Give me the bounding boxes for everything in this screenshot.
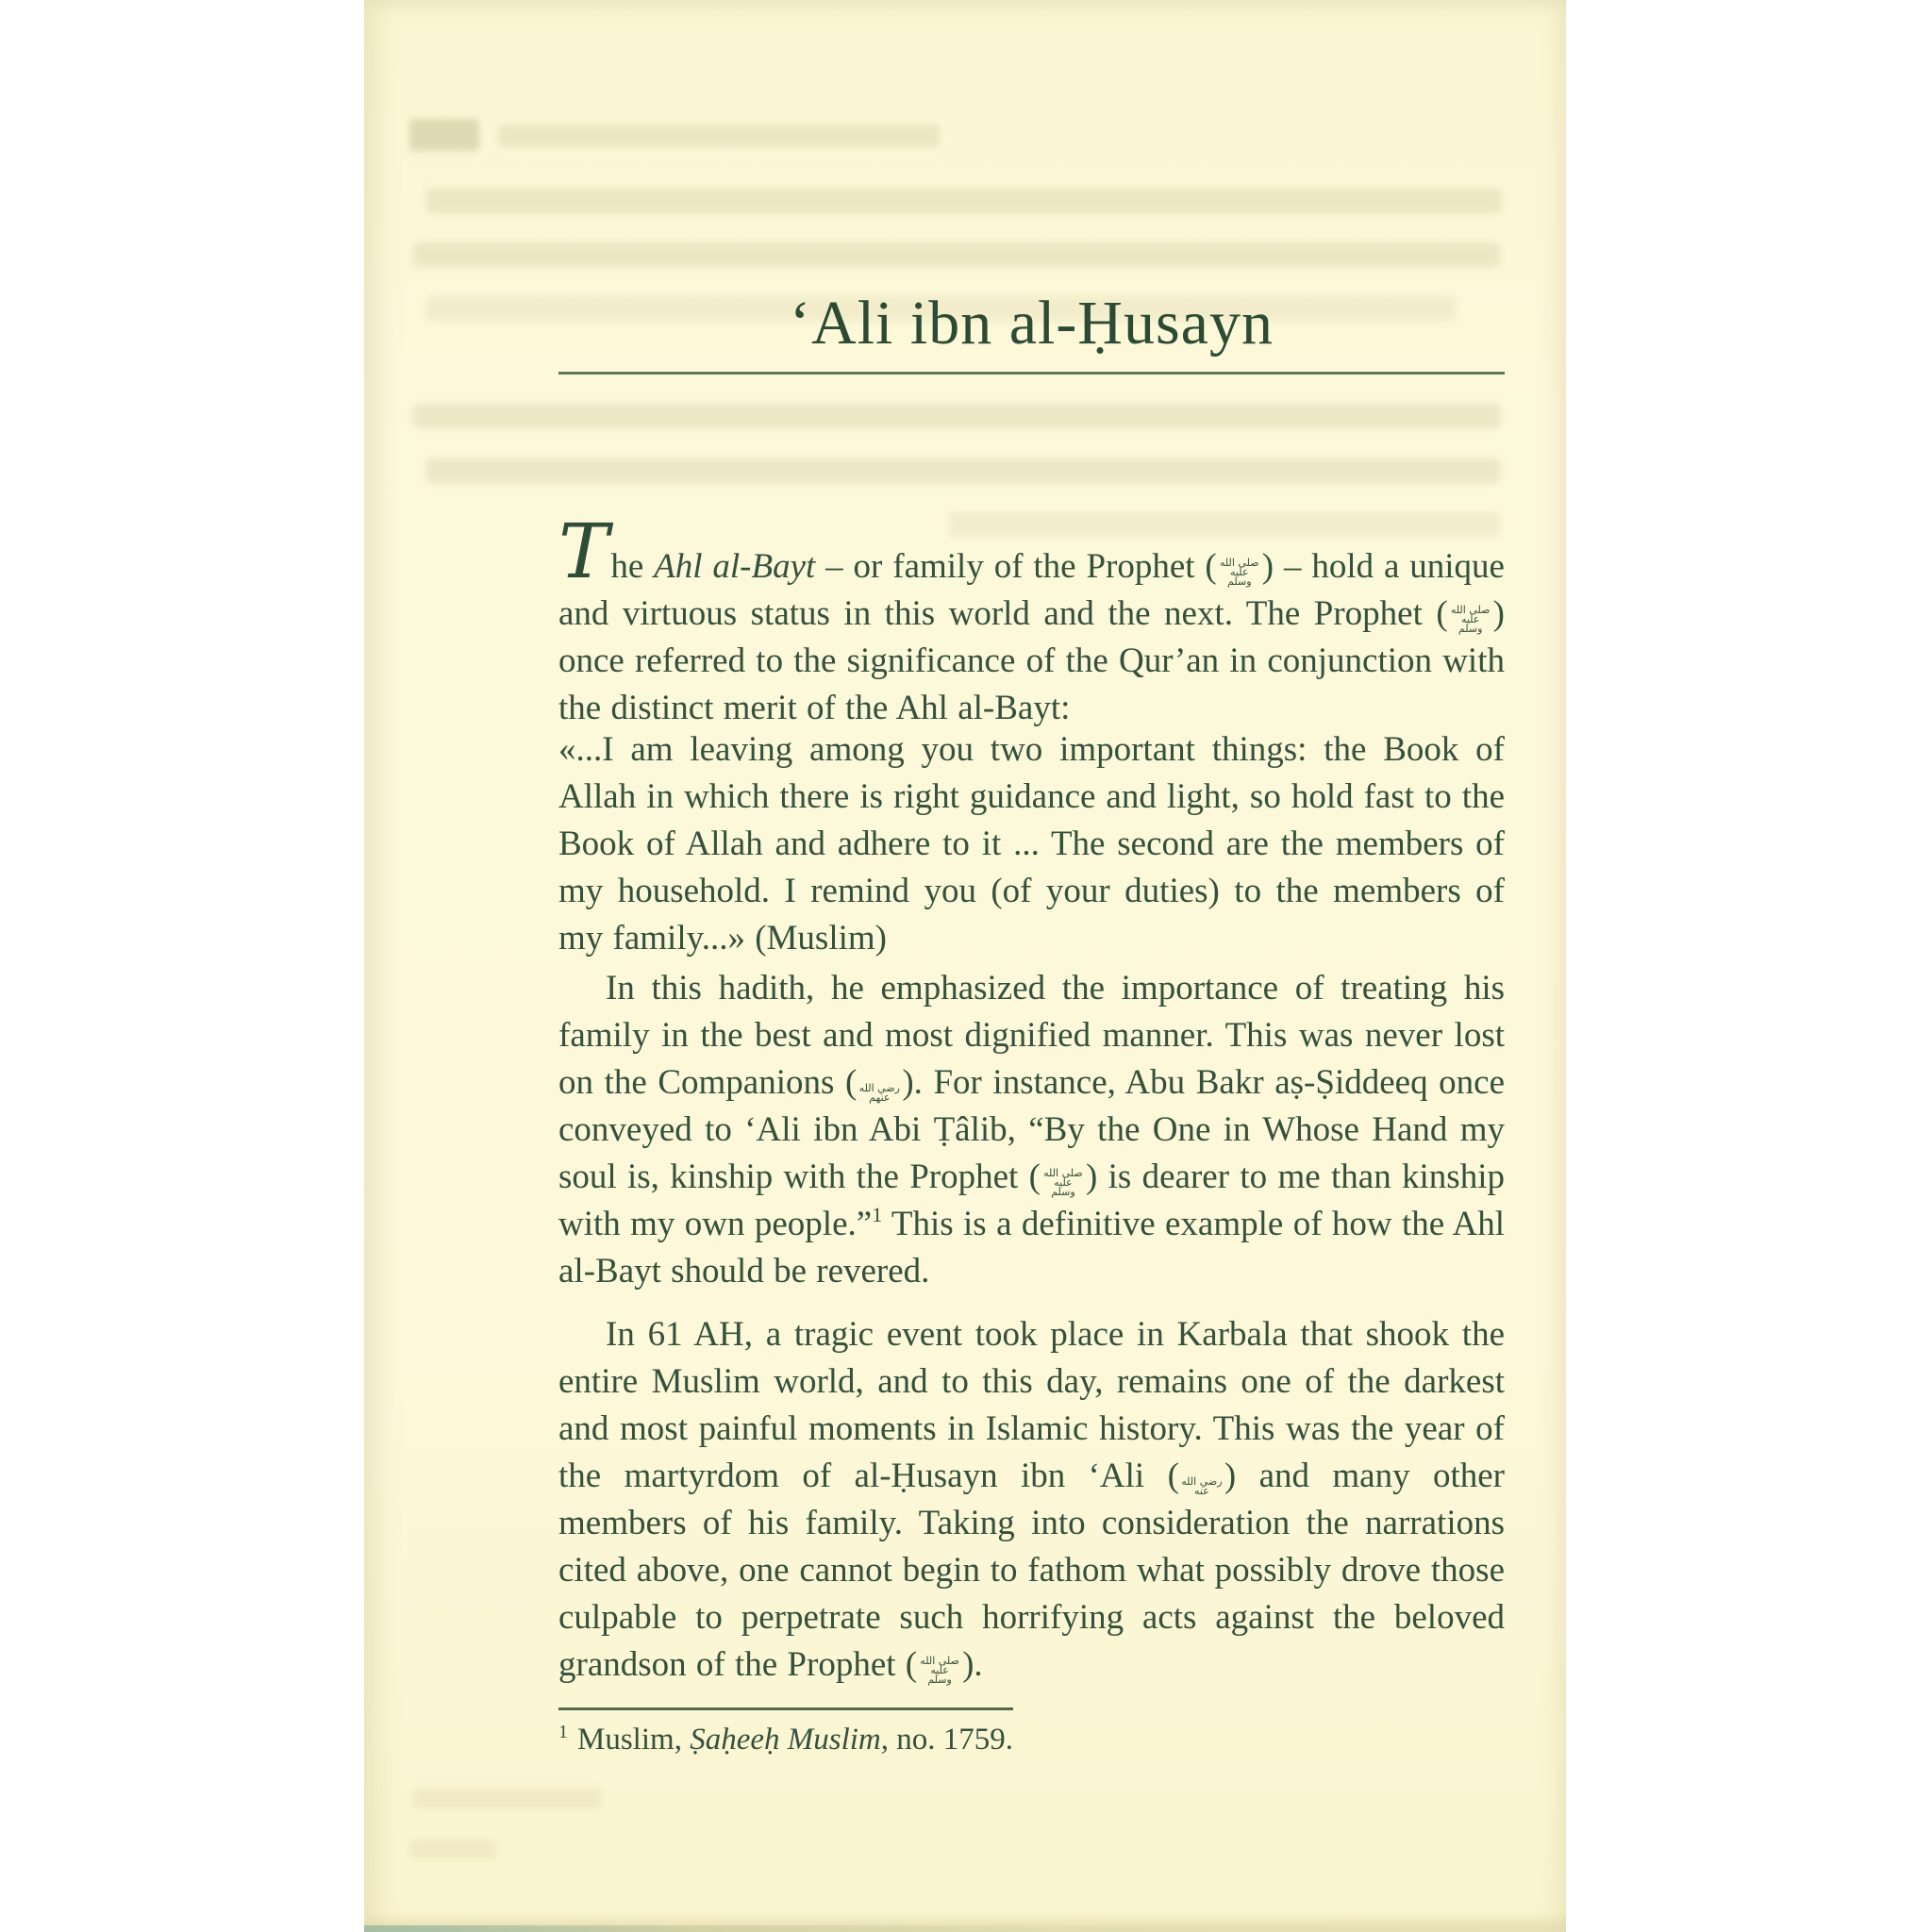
text-run: , no. 1759. xyxy=(880,1723,1013,1757)
text-run: ). For instance, Abu Bakr aṣ-Ṣiddeeq once conveyed to ‘Ali ibn Abi Ṭâlib, “By the One in Whose Hand my soul is, kinship with the Prophet ( xyxy=(558,1063,1505,1196)
bleedthrough-text-line xyxy=(409,1840,496,1858)
text-run: ). xyxy=(962,1645,983,1684)
text-run: Muslim, xyxy=(577,1723,691,1757)
honorific-pbuh-calligraphy: صلى الله عليه وسلم xyxy=(1219,557,1259,588)
bleedthrough-text-line xyxy=(949,512,1500,537)
paragraph-intro xyxy=(558,508,1505,732)
text-run: ) is dearer to me than kinship with my own people.” xyxy=(558,1158,1505,1243)
honorific-ra-calligraphy: رضي الله عنه xyxy=(1181,1475,1223,1497)
text-run: ) once referred to the significance of the Qur’an in conjunction with the distinct merit of the Ahl al-Bayt: xyxy=(558,594,1505,727)
honorific-pbuh-calligraphy: صلى الله عليه وسلم xyxy=(920,1655,959,1686)
book-page xyxy=(364,0,1566,1932)
paragraph-hadith-quote xyxy=(558,726,1505,962)
footnote-rule xyxy=(558,1707,1013,1710)
honorific-pbuh-calligraphy: صلى الله عليه وسلم xyxy=(1043,1167,1083,1198)
page-bottom-edge xyxy=(364,1925,1566,1932)
text-run: «...I am leaving among you two important things: the Book of Allah in which there is right guidance and light, so hold fast to the Book of Allah and adhere to it ... The second are the members of my household. I remind you (of your duties) to the members of my family...» (Muslim) xyxy=(558,730,1505,958)
honorific-pbuh-calligraphy: صلى الله عليه وسلم xyxy=(1450,604,1491,635)
dropcap-letter: T xyxy=(558,508,611,595)
text-run: he xyxy=(610,547,655,586)
footnote-marker: 1 xyxy=(558,1722,568,1742)
chapter-title: ‘Ali ibn al-Ḥusayn xyxy=(790,289,1274,358)
text-run-italic: Ahl al-Bayt xyxy=(654,547,816,586)
bleedthrough-text-line xyxy=(413,242,1500,267)
paragraph-companions xyxy=(558,965,1505,1295)
text-run: ) – hold a unique and virtuous status in this world and the next. The Prophet ( xyxy=(558,547,1505,633)
footnote xyxy=(558,1719,1505,1760)
bleedthrough-text-line xyxy=(413,404,1500,428)
text-run: In 61 AH, a tragic event took place in Karbala that shook the entire Muslim world, and to this day, remains one of the darkest and most painful moments in Islamic history. This was the year of the martyrdom of al-Ḥusayn ibn ‘Ali ( xyxy=(558,1315,1505,1495)
bleedthrough-text-line xyxy=(426,458,1500,483)
bleedthrough-text-line xyxy=(426,189,1502,213)
paragraph-karbala xyxy=(558,1311,1505,1689)
bleedthrough-text-line xyxy=(413,1789,602,1809)
text-run: This is a definitive example of how the Ahl al-Bayt should be revered. xyxy=(558,1205,1506,1291)
chapter-title-rule xyxy=(558,372,1505,375)
honorific-companions-calligraphy: رضي الله عنهم xyxy=(858,1082,900,1104)
text-run: In this hadith, he emphasized the importance of treating his family in the best and most dignified manner. This was never lost on the Companions ( xyxy=(558,969,1505,1102)
bleedthrough-ornament xyxy=(409,119,479,151)
page-bottom-shading xyxy=(364,1912,1566,1925)
text-run: – or family of the Prophet ( xyxy=(815,547,1217,586)
footnote-reference: 1 xyxy=(872,1203,883,1226)
bleedthrough-text-line xyxy=(498,125,940,147)
text-run-italic: Ṣaḥeeḥ Muslim xyxy=(690,1723,881,1757)
text-run: ) and many other members of his family. Taking into consideration the narrations cited above, one cannot begin to fathom what possibly drove those culpable to perpetrate such horrifying acts against the beloved grandson of the Prophet ( xyxy=(558,1457,1505,1684)
